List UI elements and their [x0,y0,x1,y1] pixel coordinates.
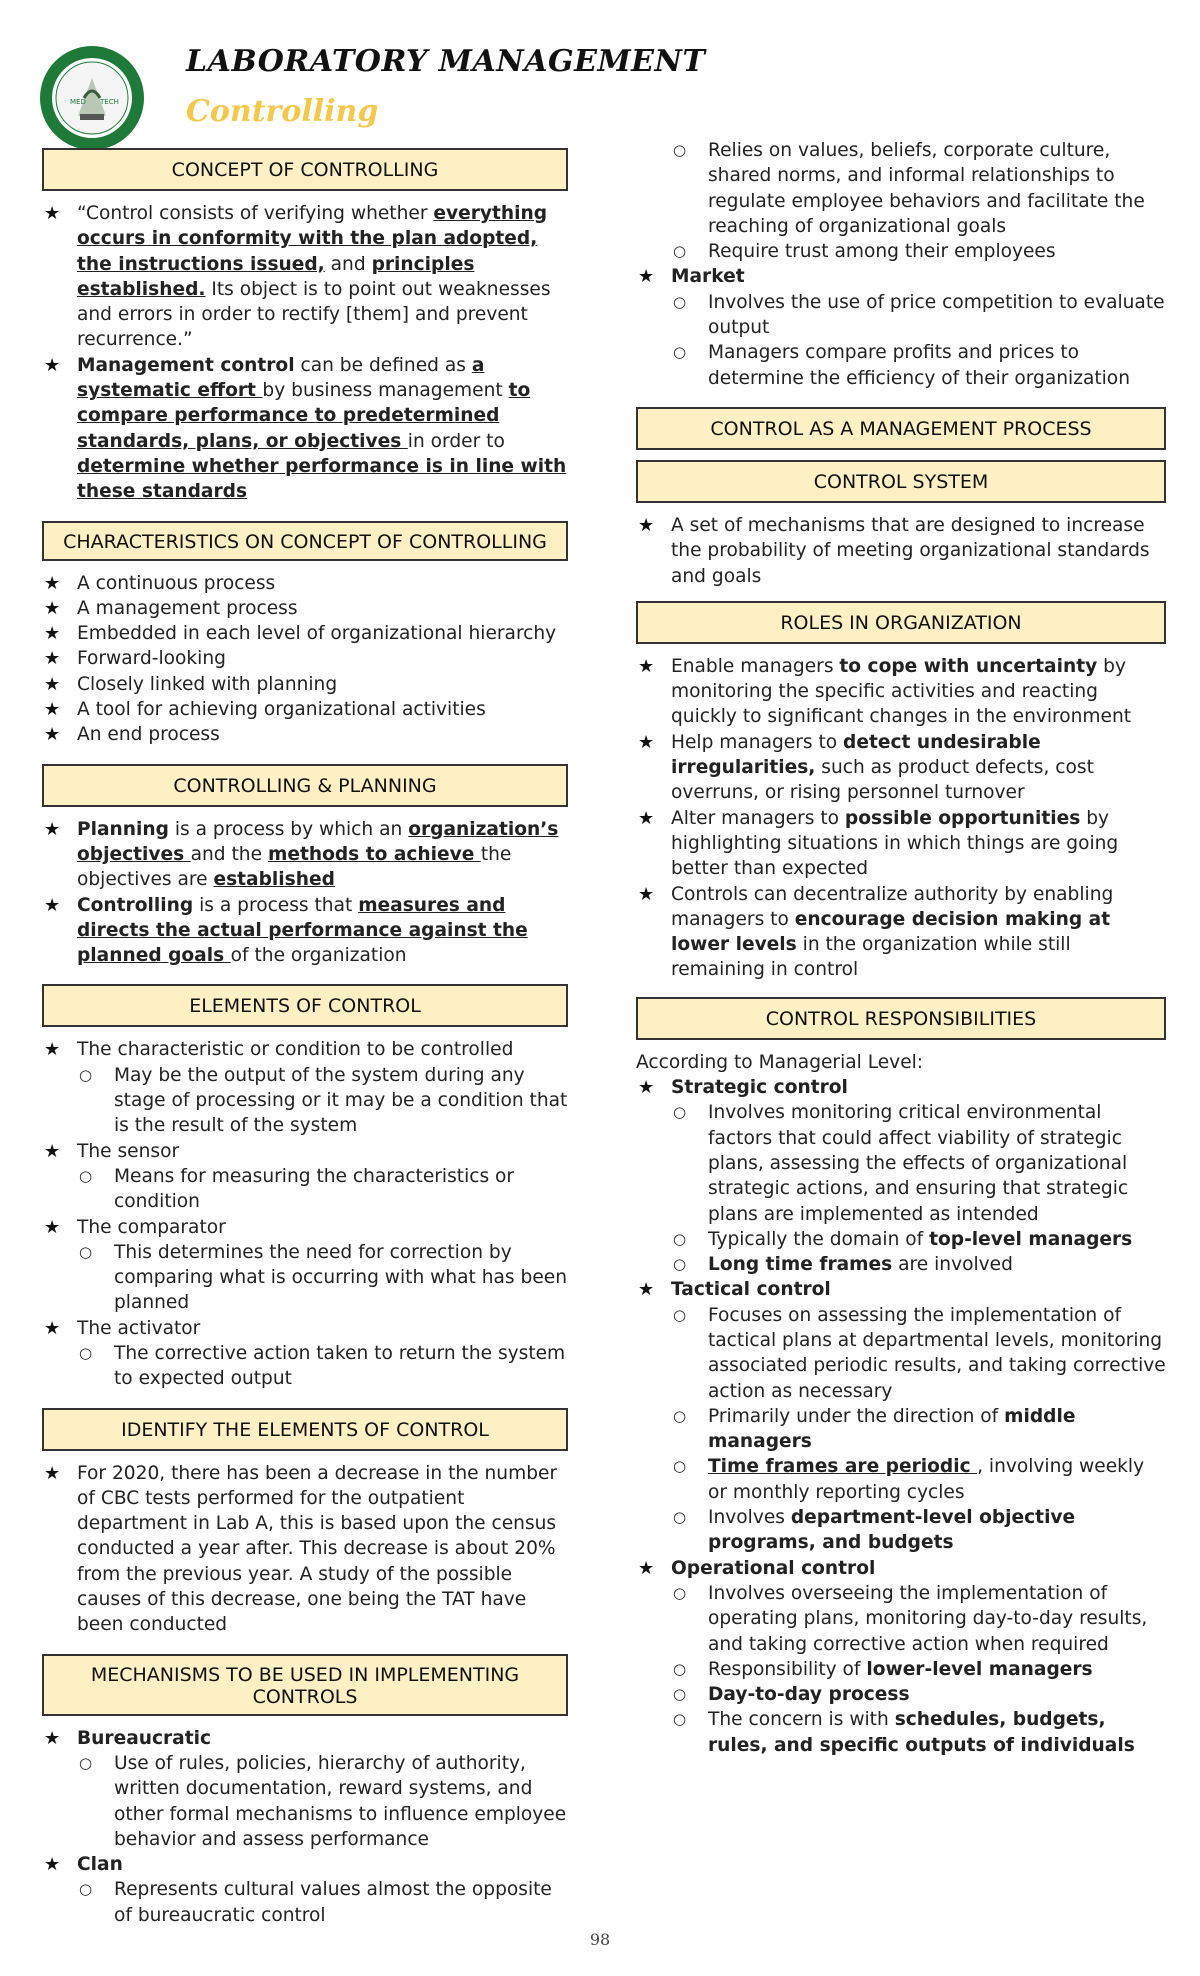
list-item: ★ Embedded in each level of organizational hierarchy [42,621,568,646]
list-item: ★ Help managers to detect undesirable irregularities, such as product defects, cost overruns, or rising personnel turnover [636,730,1166,806]
section-heading-system: CONTROL SYSTEM [636,460,1166,503]
sub-list-item: ○ The corrective action taken to return the system to expected output [42,1341,568,1392]
system-list [636,513,1166,589]
svg-text:MED: MED [70,98,86,106]
sub-list-item: ○ Time frames are periodic , involving weekly or monthly reporting cycles [636,1454,1166,1505]
list-item: ★ Planning is a process by which an organization’s objectives and the methods to achieve the objectives are established [42,817,568,893]
page-header [38,38,738,148]
sub-list-item: ○ Involves overseeing the implementation of operating plans, monitoring day-to-day results, and taking corrective action when required [636,1581,1166,1657]
list-item: ★ The comparator [42,1215,568,1240]
college-seal-logo [38,44,146,152]
sub-list-item: ○ Involves department-level objective programs, and budgets [636,1505,1166,1556]
section-heading-identify: IDENTIFY THE ELEMENTS OF CONTROL [42,1408,568,1451]
list-item: ★ Alter managers to possible opportunities by highlighting situations in which things are going better than expected [636,806,1166,882]
sub-list-item: ○ Long time frames are involved [636,1252,1166,1277]
section-heading-concept: CONCEPT OF CONTROLLING [42,148,568,191]
list-item: ★ A continuous process [42,571,568,596]
section-heading-elements: ELEMENTS OF CONTROL [42,984,568,1027]
list-item: ★ Controlling is a process that measures and directs the actual performance against the planned goals of the organization [42,893,568,969]
list-item: ★ A management process [42,596,568,621]
mechanisms-list [42,1726,568,1928]
sub-list-item: ○ The concern is with schedules, budgets, rules, and specific outputs of individuals [636,1707,1166,1758]
list-item: ★ Market [636,264,1166,289]
page-number: 98 [589,1930,611,1949]
sub-list-item: ○ Involves the use of price competition to evaluate output [636,290,1166,341]
sub-list-item: ○ Means for measuring the characteristics or condition [42,1164,568,1215]
list-item: ★ Bureaucratic [42,1726,568,1751]
list-item: ★ The characteristic or condition to be controlled [42,1037,568,1062]
sub-list-item: ○ Primarily under the direction of middle managers [636,1404,1166,1455]
elements-list [42,1037,568,1391]
section-heading-responsibilities: CONTROL RESPONSIBILITIES [636,997,1166,1040]
svg-text:TECH: TECH [100,98,119,106]
section-heading-process: CONTROL AS A MANAGEMENT PROCESS [636,407,1166,450]
list-item: ★ Operational control [636,1556,1166,1581]
list-item: ★ Enable managers to cope with uncertainty by monitoring the specific activities and reacting quickly to significant changes in the environment [636,654,1166,730]
sub-list-item: ○ Day-to-day process [636,1682,1166,1707]
list-item: ★ Tactical control [636,1277,1166,1302]
clan-continued-list [636,138,1166,391]
list-item: ★ Controls can decentralize authority by enabling managers to encourage decision making at lower levels in the organization while still remaining in control [636,882,1166,983]
managerial-level-label: According to Managerial Level: [636,1051,924,1073]
list-item: ★ Management control can be defined as a systematic effort by business management to compare performance to predetermined standards, plans, or objectives in order to determine whether performance is in line with these standards [42,353,568,505]
section-heading-characteristics: CHARACTERISTICS ON CONCEPT OF CONTROLLING [42,521,568,561]
responsibilities-list [636,1075,1166,1758]
sub-list-item: ○ Typically the domain of top-level managers [636,1227,1166,1252]
sub-list-item: ○ Focuses on assessing the implementation of tactical plans at departmental levels, monitoring associated periodic results, and taking corrective action as necessary [636,1303,1166,1404]
sub-list-item: ○ Represents cultural values almost the opposite of bureaucratic control [42,1877,568,1928]
sub-list-item: ○ This determines the need for correction by comparing what is occurring with what has been planned [42,1240,568,1316]
list-item: ★ Clan [42,1852,568,1877]
list-item: ★ For 2020, there has been a decrease in the number of CBC tests performed for the outpatient department in Lab A, this is based upon the census conducted a year after. This decrease is about 20% from the previous year. A study of the possible causes of this decrease, one being the TAT have been conducted [42,1461,568,1638]
sub-list-item: ○ Relies on values, beliefs, corporate culture, shared norms, and informal relationships to regulate employee behaviors and facilitate the reaching of organizational goals [636,138,1166,239]
list-item: ★ A tool for achieving organizational activities [42,697,568,722]
right-column [636,138,1166,1758]
list-item: ★ “Control consists of verifying whether everything occurs in conformity with the plan adopted, the instructions issued, and principles established. Its object is to point out weaknesses and errors in order to rectify [them] and prevent recurrence.” [42,201,568,353]
section-heading-roles: ROLES IN ORGANIZATION [636,601,1166,644]
list-item: ★ Strategic control [636,1075,1166,1100]
sub-list-item: ○ May be the output of the system during any stage of processing or it may be a condition that is the result of the system [42,1063,568,1139]
list-item: ★ Closely linked with planning [42,672,568,697]
list-item: ★ The sensor [42,1139,568,1164]
list-item: ★ Forward-looking [42,646,568,671]
sub-list-item: ○ Require trust among their employees [636,239,1166,264]
concept-list [42,201,568,505]
section-heading-mechanisms: MECHANISMS TO BE USED IN IMPLEMENTING CONTROLS [42,1654,568,1716]
roles-list [636,654,1166,983]
sub-list-item: ○ Responsibility of lower-level managers [636,1657,1166,1682]
page-subtitle: Controlling [186,94,379,129]
sub-list-item: ○ Use of rules, policies, hierarchy of authority, written documentation, reward systems, and other formal mechanisms to influence employee behavior and assess performance [42,1751,568,1852]
left-column [42,140,568,1928]
sub-list-item: ○ Involves monitoring critical environmental factors that could affect viability of strategic plans, assessing the effects of organizational strategic actions, and ensuring that strategic plans are implemented as intended [636,1100,1166,1226]
characteristics-list [42,571,568,748]
planning-list [42,817,568,969]
section-heading-planning: CONTROLLING & PLANNING [42,764,568,807]
list-item: ★ A set of mechanisms that are designed to increase the probability of meeting organizational standards and goals [636,513,1166,589]
page-title: LABORATORY MANAGEMENT [186,44,706,79]
list-item: ★ An end process [42,722,568,747]
list-item: ★ The activator [42,1316,568,1341]
identify-list [42,1461,568,1638]
sub-list-item: ○ Managers compare profits and prices to determine the efficiency of their organization [636,340,1166,391]
